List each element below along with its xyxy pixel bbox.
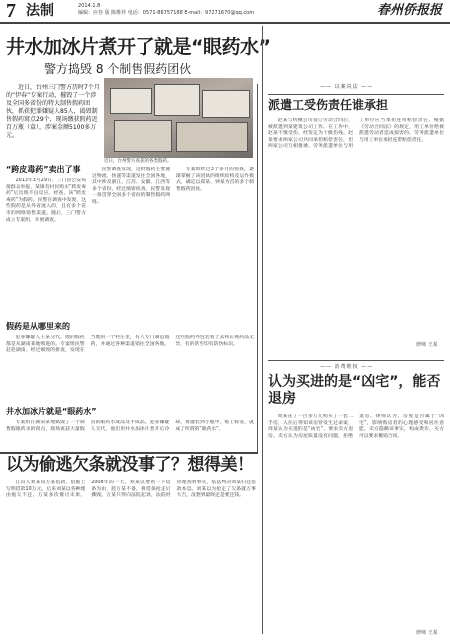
right-article-1-title: 派遣工受伤责任谁承担 — [268, 98, 389, 112]
news-photo — [104, 78, 253, 158]
article-paragraph: 2013年3月29日，三门县公安局接群众举报，某镇有村民购买“跨皮毒药”后出现不良反应。经查，该“跨皮毒药”为假药。民警在调查中发现，这些假药是从外省流入的，且有多个省市的网络销售渠道。随后，三门警方成立专案组，开展调查。 — [6, 178, 86, 223]
article-body-col3 — [176, 167, 254, 313]
section-name: 法制 — [26, 3, 54, 19]
section-header-1: “跨皮毒药”卖出了事 — [6, 165, 81, 174]
article-body-col2 — [92, 167, 170, 313]
article-paragraph: 专案组在湖南某地捣毁了一个制售假眼药水的窝点，现场查获大量假冒的眼药水成品及半成品。犯罪嫌疑人交代，他们用井水加冰片煮开后冷却，再灌装到小瓶中，贴上标签，就成了所谓的“眼药水”。 — [6, 420, 254, 432]
right-article-2-author: 律师 王某 — [416, 630, 438, 636]
right-article-2-body — [268, 414, 444, 628]
sub-headline: 警方捣毁 8 个制售假药团伙 — [44, 62, 192, 76]
section-header-3: 井水加冰片就是“眼药水” — [6, 407, 97, 416]
article-paragraph: 民警调查发现，这批假药主要通过物流、快递等渠道发往全国各地，其中涉及浙江、江苏、安徽、江西等多个省份。经过缜密侦查，民警发现一条贯穿全国多个省份的制售假药网络。 — [92, 167, 170, 205]
page-header — [0, 0, 450, 24]
column-rule — [268, 94, 444, 95]
column-divider — [257, 84, 258, 454]
article-paragraph: 江山人刘某向万某借款，借据上写明借款10万元。后来刘某以各种理由拖欠不还，万某多次催讨未果。2008年的一天，刘某以要看一下借条为由，趁万某不备，将借条抢走后撕毁。万某只得向法院起诉，法院经审理查明事实，依法判决刘某归还借款本息。刘某以为抢走了欠条就万事大吉，没想到最终还是要还钱。 — [6, 480, 256, 499]
page-column-divider — [262, 26, 263, 634]
section2-headline: 以为偷逃欠条就没事了？想得美！ — [6, 455, 254, 475]
column-tag-rights: —— 消费维权 —— — [320, 364, 374, 370]
article-paragraph: 赵某与机械公司签订劳动合同后，被派遣到某建筑公司工作。在工作中，赵某不慎受伤，经鉴定为十级伤残。赵某要求两家公司共同承担赔偿责任，但两家公司互相推诿。劳务派遣单位与用工单位应当承担连带赔偿责任。根据《劳动合同法》的规定，用工单位给被派遣劳动者造成损害的，劳务派遣单位与用工单位承担连带赔偿责任。 — [268, 118, 444, 150]
column-tag-case: —— 以案说法 —— — [320, 84, 374, 90]
column-rule — [268, 360, 444, 361]
article-body-s3 — [6, 420, 254, 450]
right-article-1-body — [268, 118, 444, 340]
article-paragraph: 专案组经过3个多月的侦查，逐渐掌握了该团伙的组织结构及运作模式，确定以郑某、钟某为首的多个制售假药团伙。 — [176, 167, 254, 192]
header-date: 2014.1.8 — [78, 3, 101, 9]
section-rule — [0, 452, 258, 454]
header-editor: 编辑：应谷 版 陈维祥 电话：0571-86757188 E-mail：97271670@qq.com — [78, 10, 255, 16]
article-paragraph: 周某花了一百多万元购买了一套二手房，入住后得知该房曾发生过命案，周某认为买进的是“凶宅”，要求卖方退房。卖方认为房屋质量没有问题，拒绝退房。律师认为，房屋是否属于“凶宅”，影响购房者的心理感受和居住意愿，卖方隐瞒该事实，构成欺诈，买方可以要求撤销合同。 — [268, 414, 444, 439]
photo-caption: 近日，台州警方查获的各类假药。 — [104, 159, 172, 164]
right-article-2-title-text: 认为买进的是“凶宅”，能否退房 — [268, 374, 441, 407]
article-body-col1 — [6, 178, 86, 313]
newspaper-name: 春州侨报报 — [376, 3, 442, 18]
right-article-2-title — [268, 374, 444, 408]
page-number: 7 — [6, 0, 16, 22]
article-paragraph: 犯罪嫌疑人王某交代，他的假药都是从湖南某地购进的。专案组民警赶赴湖南，经过细致的排查，发现在当地的一个村庄里，有人专门制造假药，并通过各种渠道销往全国各地。这些假药外包装看上去和正规药品无异，有的甚至印有防伪标识。 — [6, 335, 254, 354]
lead-paragraph: 近日，台州三门警方历时7个月的“伊春”专案行动，摧毁了一个涉及全国多省份的特大制售假药团伙，抓获犯罪嫌疑人85人，捣毁制售假药窝点29个，现场缴获假药近百万瓶（盒），涉案金额5100多万元。 — [6, 84, 100, 139]
right-article-1-author: 律师 王某 — [416, 342, 438, 348]
section-header-2: 假药是从哪里来的 — [6, 322, 70, 331]
main-headline: 井水加冰片煮开了就是“眼药水” — [6, 36, 271, 58]
header-meta — [78, 3, 254, 17]
article-body-s2 — [6, 335, 254, 403]
section2-body — [6, 480, 256, 630]
